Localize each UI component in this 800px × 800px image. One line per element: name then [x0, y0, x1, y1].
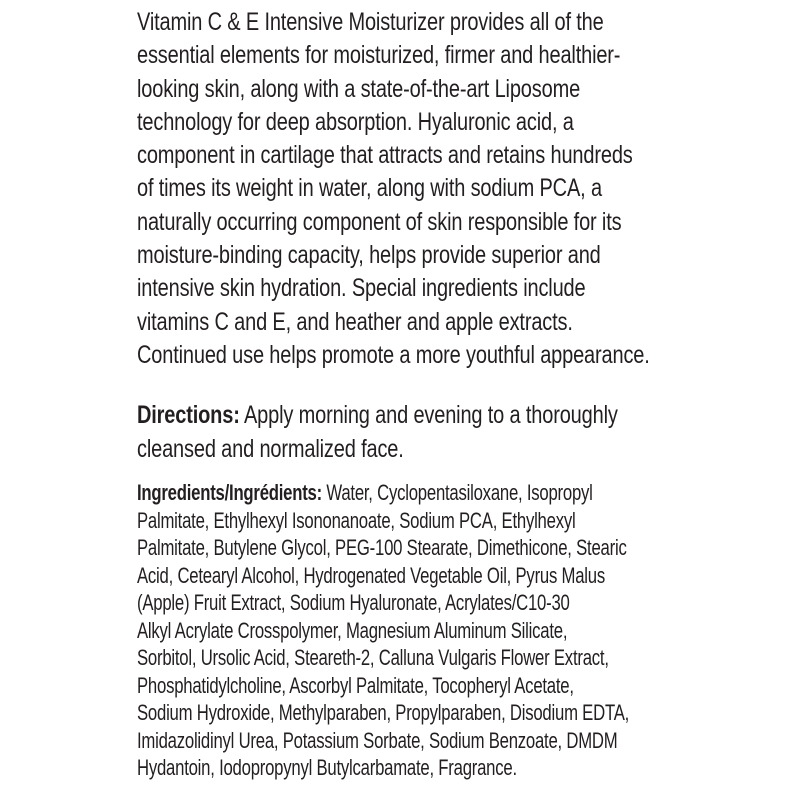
description-line: Vitamin C & E Intensive Moisturizer provides all of the: [137, 8, 604, 36]
ingredients-line: Palmitate, Butylene Glycol, PEG-100 Stearate, Dimethicone, Stearic: [137, 535, 627, 560]
product-description: [137, 6, 778, 372]
ingredients-line: Hydantoin, Iodopropynyl Butylcarbamate, Fragrance.: [137, 755, 517, 780]
directions-text: Apply morning and evening to a thoroughly: [239, 401, 618, 429]
description-line: essential elements for moisturized, firmer and healthier-: [137, 41, 621, 70]
description-line: intensive skin hydration. Special ingredients include: [137, 274, 586, 303]
description-line: of times its weight in water, along with sodium PCA, a: [137, 174, 602, 203]
ingredients-line: Alkyl Acrylate Crosspolymer, Magnesium Aluminum Silicate,: [137, 617, 568, 643]
directions-label: Directions:: [137, 401, 240, 429]
ingredients-label: Ingredients/Ingrédients:: [137, 480, 322, 505]
ingredients-section: [137, 479, 784, 782]
description-line: component in cartilage that attracts and retains hundreds: [137, 141, 633, 170]
description-line: looking skin, along with a state-of-the-art Liposome: [137, 74, 581, 103]
ingredients-line: Sodium Hydroxide, Methylparaben, Propylparaben, Disodium EDTA,: [137, 700, 630, 725]
ingredients-line: Imidazolidinyl Urea, Potassium Sorbate, Sodium Benzoate, DMDM: [137, 727, 618, 753]
ingredients-line: Acid, Cetearyl Alcohol, Hydrogenated Vegetable Oil, Pyrus Malus: [137, 562, 605, 588]
ingredients-line: (Apple) Fruit Extract, Sodium Hyaluronate, Acrylates/C10-30: [137, 590, 570, 615]
ingredients-text: Water, Cyclopentasiloxane, Isopropyl: [321, 480, 593, 505]
ingredients-line: Palmitate, Ethylhexyl Isononanoate, Sodium PCA, Ethylhexyl: [137, 507, 576, 533]
description-line: vitamins C and E, and heather and apple extracts.: [137, 307, 573, 336]
description-line: naturally occurring component of skin responsible for its: [137, 207, 622, 236]
description-line: moisture-binding capacity, helps provide superior and: [137, 241, 601, 270]
directions-line: cleansed and normalized face.: [137, 434, 404, 463]
ingredients-line: Phosphatidylcholine, Ascorbyl Palmitate, Tocopheryl Acetate,: [137, 672, 574, 698]
ingredients-line: Sorbitol, Ursolic Acid, Steareth-2, Calluna Vulgaris Flower Extract,: [137, 645, 609, 670]
directions-section: [137, 399, 738, 466]
ingredients-line: [137, 479, 629, 507]
description-line: technology for deep absorption. Hyaluronic acid, a: [137, 107, 574, 136]
directions-line: [137, 399, 618, 433]
description-line: Continued use helps promote a more youthful appearance.: [137, 340, 650, 369]
